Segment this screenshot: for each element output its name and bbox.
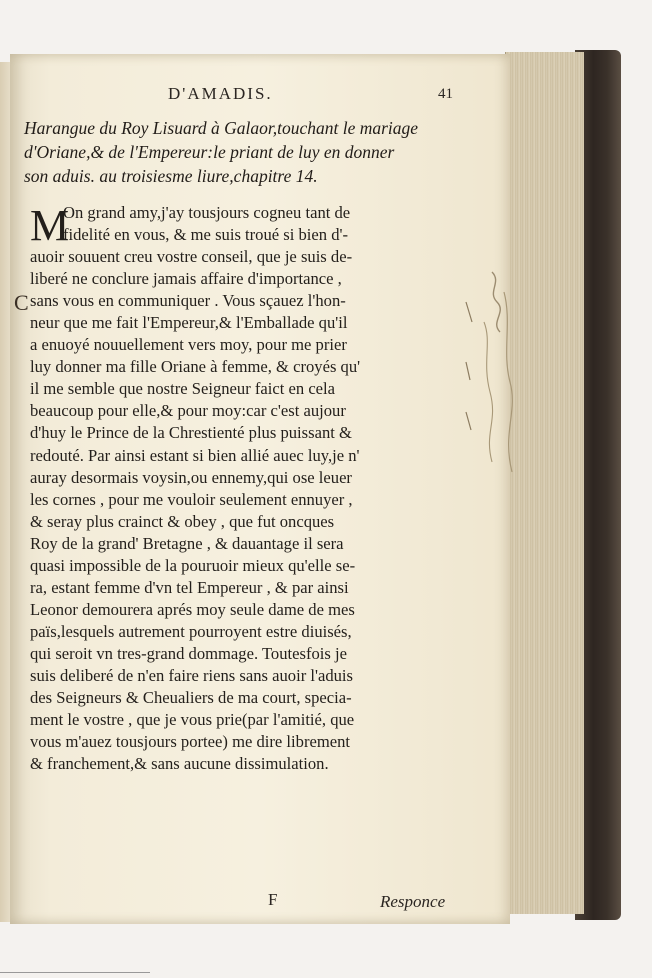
text-line: liberé ne conclure jamais affaire d'importance , [30,269,342,289]
text-line: les cornes , pour me vouloir seulement ennuyer , [30,489,353,509]
book-page [10,54,510,924]
text-line: redouté. Par ainsi estant si bien allié auec luy,je n' [30,445,360,465]
text-line: a enuoyé nouuellement vers moy, pour me prier [30,335,347,355]
book [0,42,625,934]
text-line: fidelité en vous, & me suis troué si bien d'- [63,225,349,245]
chapter-heading [24,116,464,188]
heading-line: d'Oriane,& de l'Empereur:le priant de luy en donner [24,142,395,162]
heading-line: son aduis. au troisiesme liure,chapitre 14. [24,166,318,186]
text-line: d'huy le Prince de la Chrestienté plus puissant & [30,423,352,443]
text-line: païs,lesquels autrement pourroyent estre diuisés, [30,621,352,641]
text-line: luy donner ma fille Oriane à femme, & croyés qu' [30,357,361,377]
drop-capital: M [30,201,70,250]
signature-mark: F [268,890,278,909]
text-line: Leonor demourera aprés moy seule dame de mes [30,599,355,619]
text-line: des Seigneurs & Cheualiers de ma court, specia- [30,688,352,708]
text-line: & seray plus crainct & obey , que fut oncques [30,511,335,531]
text-line: sans vous en communiquer . Vous sçauez l'hon- [30,291,346,311]
text-line: & franchement,& sans aucune dissimulation. [30,754,329,774]
text-line: neur que me fait l'Empereur,& l'Emballade qu'il [30,313,348,333]
catchword: Responce [380,892,446,911]
page-number: 41 [438,86,453,102]
text-line: auoir souuent creu vostre conseil, que je suis de- [30,247,353,267]
text-line: vous m'auez tousjours portee) me dire librement [30,732,351,752]
running-head: D'AMADIS. [168,84,273,103]
text-line: Roy de la grand' Bretagne , & dauantage il sera [30,533,344,553]
text-line: ment le vostre , que je vous prie(par l'amitié, que [30,710,355,730]
text-line: quasi impossible de la pouruoir mieux qu'elle se- [30,555,356,575]
text-line: suis deliberé de n'en faire riens sans auoir l'aduis [30,665,354,685]
text-line: il me semble que nostre Seigneur faict en cela [30,379,336,399]
handwritten-annotation [462,262,522,492]
heading-line: Harangue du Roy Lisuard à Galaor,touchant le mariage [24,118,419,138]
divider [0,972,150,973]
text-line: On grand amy,j'ay tousjours cogneu tant de [63,203,351,222]
text-line: auray desormais voysin,ou ennemy,qui ose leuer [30,467,352,487]
text-line: ra, estant femme d'vn tel Empereur , & par ainsi [30,577,349,597]
margin-mark: C [14,290,29,315]
body-text [30,202,460,775]
text-line: beaucoup pour elle,& pour moy:car c'est aujour [30,401,346,421]
text-line: qui seroit vn tres-grand dommage. Toutesfois je [30,643,347,663]
handwriting-marks [462,262,522,492]
